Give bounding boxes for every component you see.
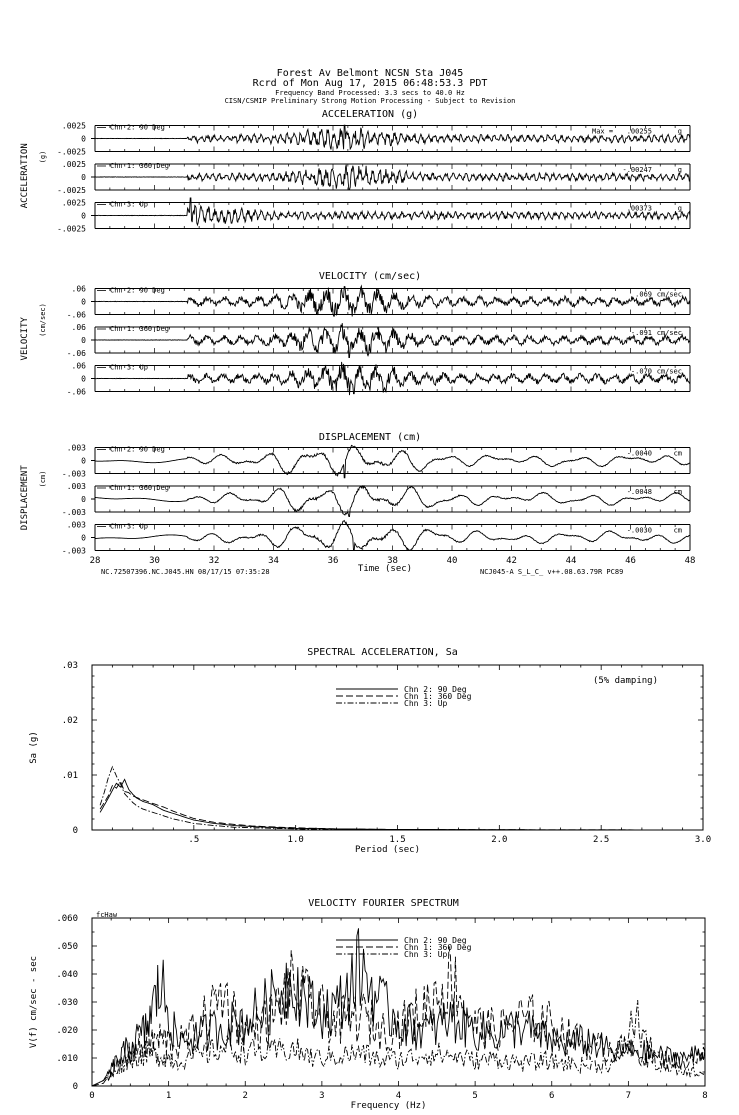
y-tick-pos: .0025 [61,198,86,208]
y-tick-pos: .003 [66,520,86,530]
y-tick-neg: -.0025 [57,147,86,157]
max-unit: cm/sec [656,329,682,337]
time-tick-label: 48 [684,556,696,566]
acc-group [20,109,690,234]
dis-group [20,432,690,556]
y-tick-zero: 0 [81,495,86,504]
record-date: Rcrd of Mon Aug 17, 2015 06:48:53.3 PDT [252,78,488,89]
acc-title: ACCELERATION (g) [321,109,419,120]
x-tick-label: .5 [188,835,200,845]
x-tick-label: 4 [395,1091,402,1101]
plot-frame [92,665,703,830]
legend-label: Chn 1: 360 Deg [404,943,472,952]
channel-label: Chn 2: 90 Deg [110,445,165,454]
series-line [100,767,703,830]
y-tick-neg: -.003 [61,508,86,517]
y-tick-pos: .003 [66,443,86,453]
x-tick-label: 7 [625,1091,632,1101]
y-tick-label: .010 [56,1054,78,1064]
time-tick-label: 38 [387,556,398,566]
max-value: -.0040 [626,449,652,458]
acc-unit-label: (g) [39,150,47,164]
x-tick-label: 5 [472,1091,478,1101]
vel-unit-label: (cm/sec) [39,303,47,337]
damping-annotation: (5% damping) [592,676,658,686]
time-tick-label: 36 [327,556,339,566]
y-tick-zero: 0 [81,374,86,384]
channel-label: Chn 3: Up [110,363,148,372]
x-tick-label: 1 [165,1091,172,1101]
vel-group [20,271,690,397]
channel-label: Chn 2: 90 Deg [110,123,165,132]
max-value: -.070 [630,367,652,376]
y-tick-label: 0 [72,826,78,836]
max-unit: cm/sec [656,367,682,376]
x-tick-label: 1.0 [287,835,304,845]
y-tick-zero: 0 [81,211,86,221]
y-tick-neg: -.06 [66,310,86,320]
max-value: -.0030 [626,526,652,535]
max-value: .00255 [626,127,652,136]
x-tick-label: 2 [242,1091,248,1101]
x-tick-label: 1.5 [389,835,406,845]
y-tick-neg: -.0025 [57,186,86,195]
dis-axis-label: DISPLACEMENT [20,465,30,531]
time-tick-label: 42 [506,556,517,566]
y-tick-pos: .0025 [61,121,86,131]
x-axis-title: Period (sec) [354,845,421,855]
y-axis-title: Sa (g) [29,731,39,764]
y-tick-neg: -.06 [66,349,86,358]
time-tick-label: 32 [208,556,220,566]
y-tick-neg: -.003 [61,469,86,479]
station-title: Forest Av Belmont NCSN Sta J045 [276,68,464,79]
processing-note: CISN/CSMIP Preliminary Strong Motion Processing - Subject to Revision [224,97,516,105]
y-tick-pos: .0025 [61,160,86,169]
y-tick-zero: 0 [81,297,86,307]
processing-version-footer: NCJ045-A S_L_C_ v++.08.63.79R PC89 [480,568,624,576]
time-tick-label: 28 [89,556,101,566]
spectral-acceleration-chart [29,647,711,855]
y-tick-neg: -.06 [66,387,86,397]
legend-label: Chn 2: 90 Deg [404,685,467,694]
y-tick-pos: .003 [66,482,86,491]
legend-label: Chn 3: Up [404,950,448,959]
x-tick-label: 6 [549,1091,555,1101]
y-tick-label: .020 [56,1026,78,1036]
time-axis [90,556,696,576]
max-unit: cm [673,488,682,496]
fourier-spectrum-chart [29,898,708,1111]
y-tick-zero: 0 [81,456,86,466]
y-tick-zero: 0 [81,134,86,144]
y-tick-pos: .06 [71,361,86,371]
vel-title: VELOCITY (cm/sec) [318,271,422,282]
y-tick-neg: -.003 [61,546,86,556]
vel-channel-3 [67,362,690,397]
max-unit: cm [673,449,682,458]
time-axis-title: Time (sec) [357,564,413,574]
x-tick-label: 8 [702,1091,708,1101]
x-tick-label: 0 [89,1091,95,1101]
y-tick-label: .040 [56,970,78,980]
max-unit: cm [673,526,682,535]
y-tick-pos: .06 [71,284,86,294]
legend-label: Chn 3: Up [404,699,448,708]
channel-label: Chn 1: 360 Deg [110,325,170,333]
plot-frame [92,918,705,1086]
acc-channel-2 [57,160,690,195]
y-tick-zero: 0 [81,336,86,345]
x-tick-label: 3 [319,1091,325,1101]
max-value: .069 [635,290,652,299]
x-tick-label: 3.0 [694,835,712,845]
max-value: -.091 [630,329,652,337]
vel-channel-1 [67,285,690,320]
max-unit: g [677,166,682,174]
dis-channel-3 [62,521,690,556]
chart-title: VELOCITY FOURIER SPECTRUM [308,898,459,909]
y-tick-neg: -.0025 [57,224,86,234]
acc-axis-label: ACCELERATION [20,143,30,209]
y-tick-pos: .06 [71,323,86,332]
acc-channel-3 [57,198,690,234]
max-value: -.0048 [626,488,652,496]
max-unit: g [677,204,682,213]
y-tick-label: .050 [56,942,78,952]
time-tick-label: 34 [268,556,279,566]
x-tick-label: 2.0 [491,835,508,845]
y-axis-title: V(f) cm/sec - sec [29,955,39,1049]
time-tick-label: 40 [446,556,458,566]
dis-unit-label: (cm) [39,470,47,488]
y-tick-label: .030 [56,998,78,1008]
legend-label: Chn 1: 360 Deg [404,692,472,701]
record-header [225,68,516,105]
time-tick-label: 30 [149,556,160,566]
vel-channel-2 [67,323,690,358]
x-axis-title: Frequency (Hz) [350,1101,427,1111]
channel-label: Chn 1: 360 Deg [110,162,170,170]
max-unit: cm/sec [656,290,682,299]
frequency-band: Frequency Band Processed: 3.3 secs to 40.0 Hz [275,89,465,97]
y-tick-label: .060 [56,914,78,924]
chart-title: SPECTRAL ACCELERATION, Sa [307,647,458,658]
series-line [92,928,705,1086]
channel-label: Chn 2: 90 Deg [110,286,165,295]
seismogram-trace [95,198,690,225]
y-tick-label: .02 [61,716,78,726]
dis-title: DISPLACEMENT (cm) [318,432,422,443]
max-unit: g [677,127,682,136]
channel-label: Chn 1: 360 Deg [110,484,170,492]
vel-axis-label: VELOCITY [20,317,30,361]
max-value: .00373 [626,204,652,213]
record-id-footer: NC.72507396.NC.J045.HN 08/17/15 07:35:28 [101,568,270,576]
time-tick-label: 44 [565,556,577,566]
x-tick-label: 2.5 [593,835,610,845]
y-tick-label: .01 [61,771,78,781]
y-tick-label: .03 [61,661,78,671]
channel-label: Chn 3: Up [110,522,148,531]
channel-label: Chn 3: Up [110,200,148,209]
acc-channel-1 [57,122,690,157]
y-tick-zero: 0 [81,533,86,543]
max-prefix: Max = [592,127,614,136]
legend-label: Chn 2: 90 Deg [404,936,467,945]
dis-channel-2 [62,482,690,517]
y-tick-zero: 0 [81,173,86,182]
max-value: -.00247 [622,166,652,174]
dis-channel-1 [62,444,690,479]
corner-label: fcHaw [96,911,118,919]
time-tick-label: 46 [625,556,636,566]
y-tick-label: 0 [72,1082,78,1092]
